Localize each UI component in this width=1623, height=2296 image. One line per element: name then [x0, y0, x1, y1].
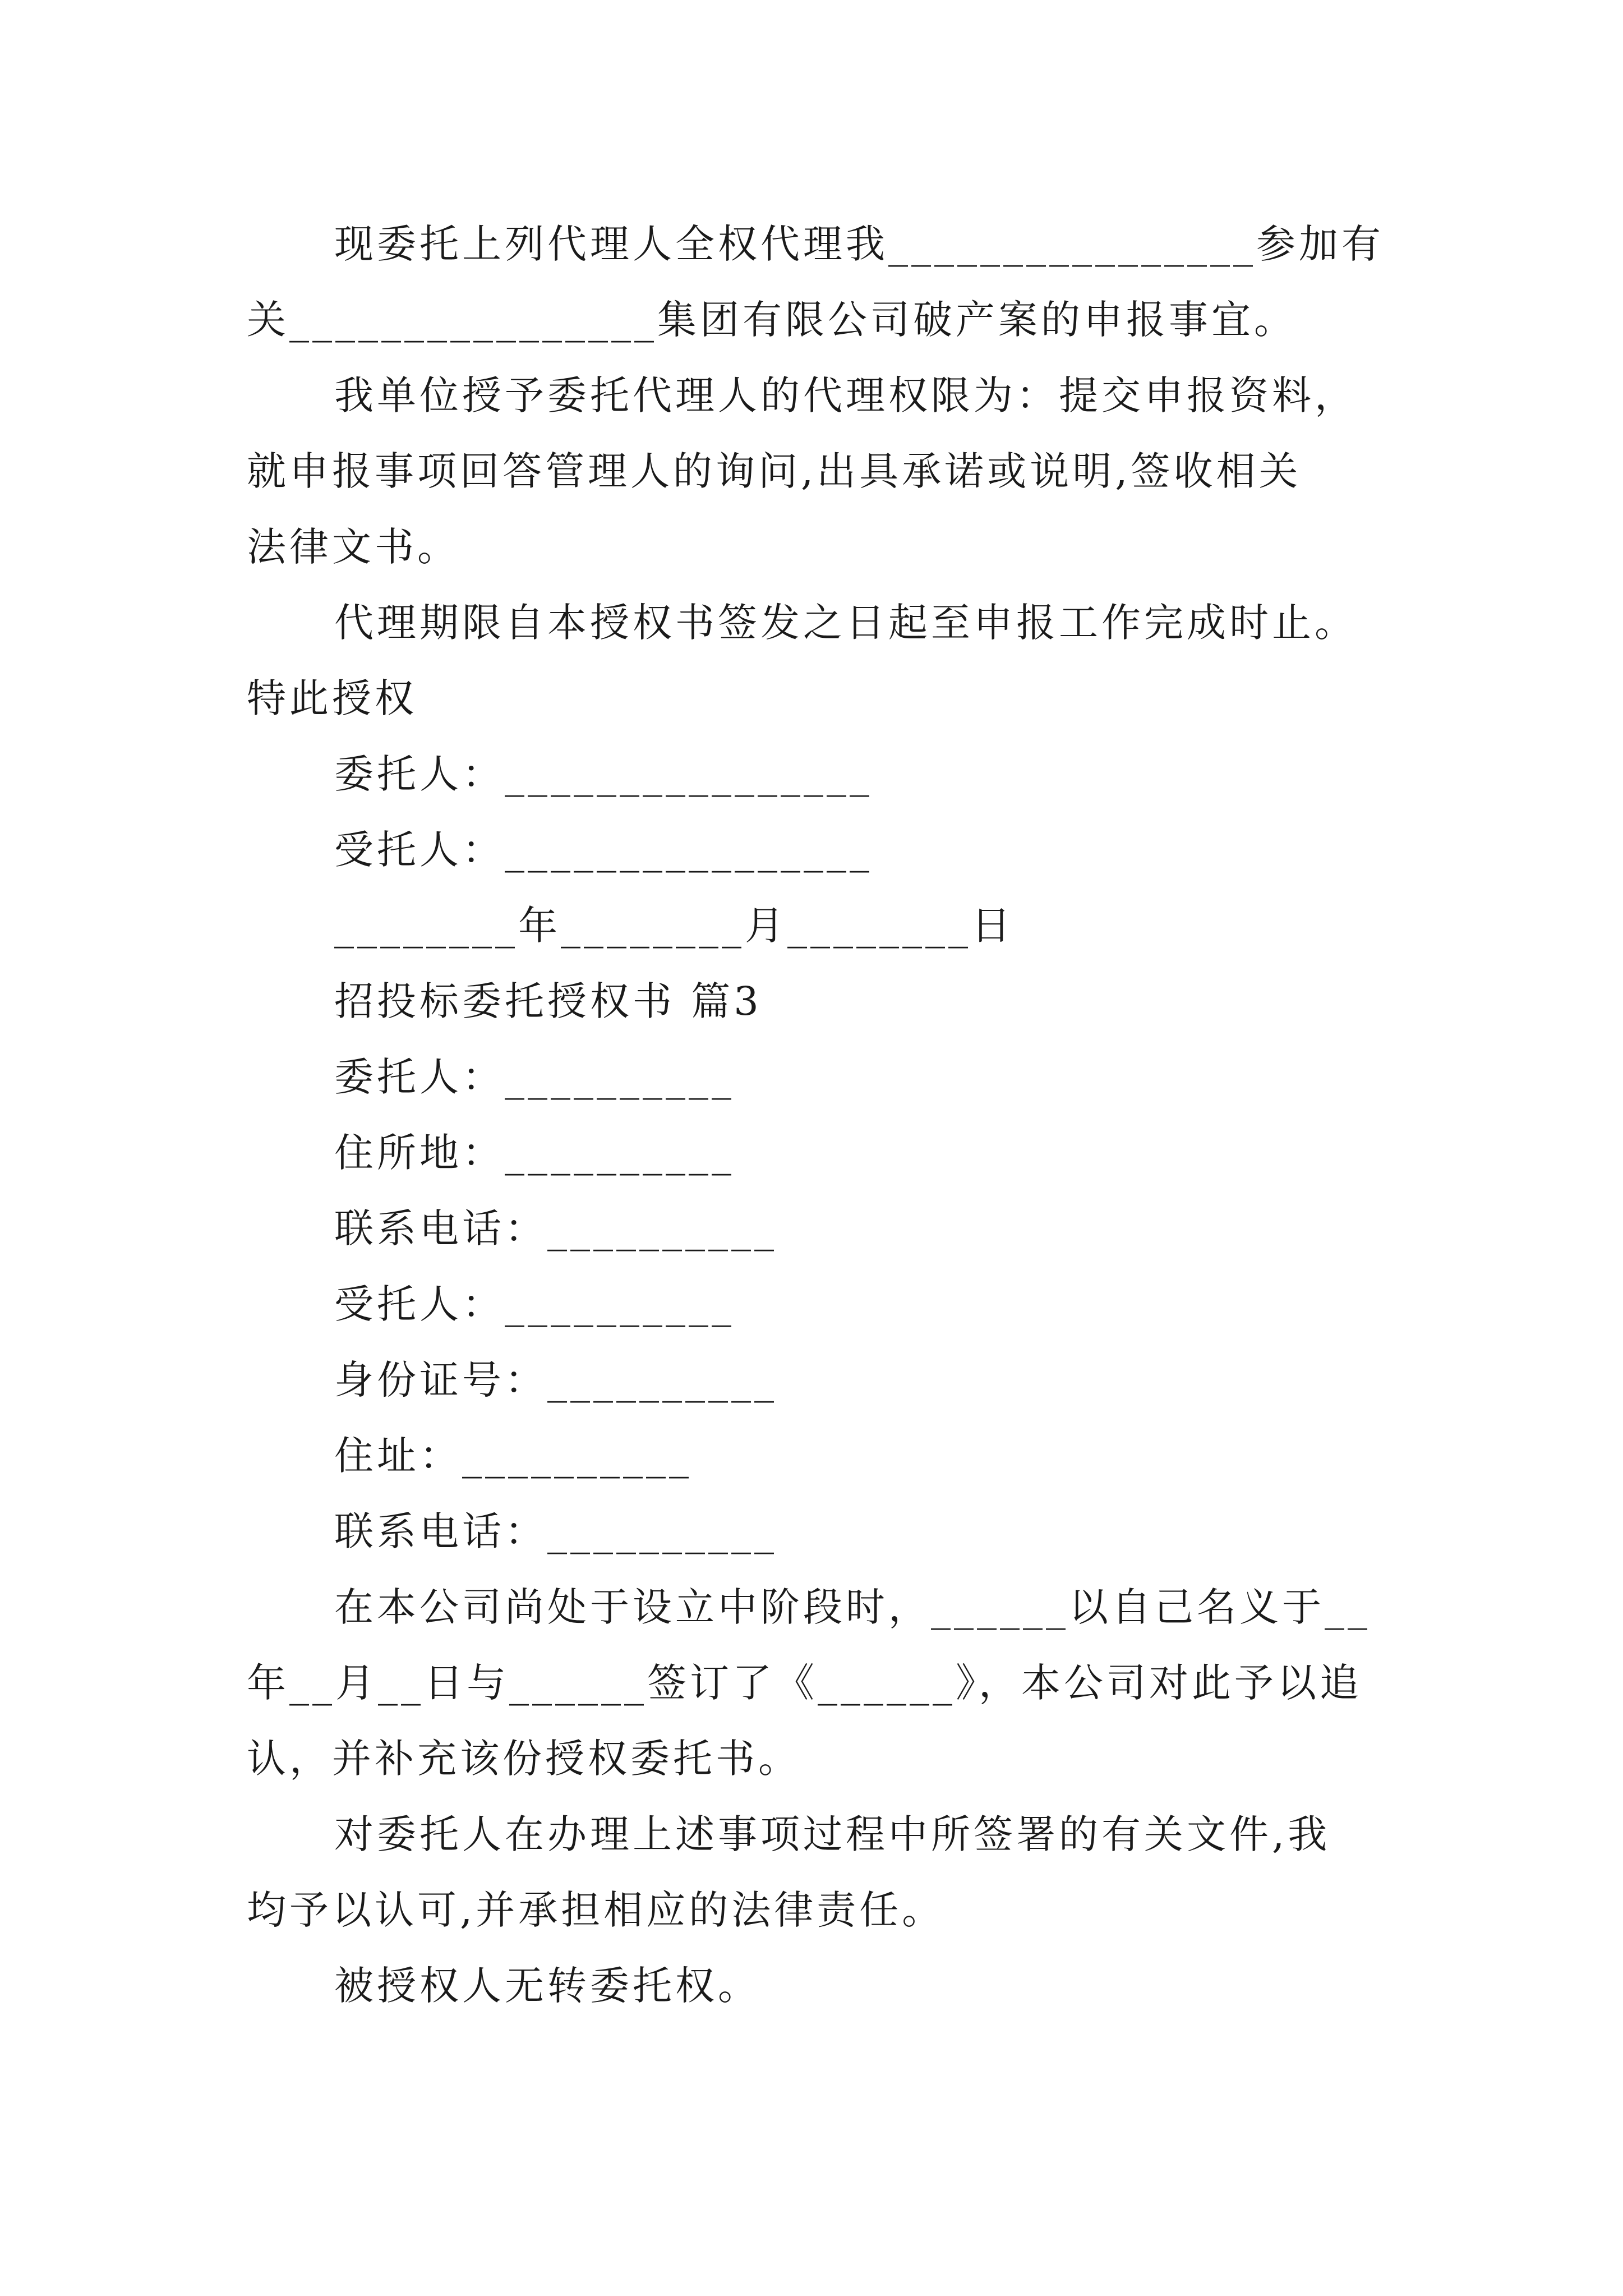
paragraph-line: 对委托人在办理上述事项过程中所签署的有关文件,我 — [334, 1811, 1331, 1857]
paragraph-line: 受托人：__________ — [334, 1281, 735, 1327]
paragraph-line: 代理期限自本授权书签发之日起至申报工作完成时止。 — [334, 600, 1357, 646]
paragraph-line: 特此授权 — [247, 675, 417, 721]
paragraph-line: 委托人：________________ — [334, 751, 873, 797]
paragraph-line: 年__月__日与______签订了《______》，本公司对此予以追 — [247, 1660, 1362, 1706]
paragraph-line: 我单位授予委托代理人的代理权限为：提交申报资料， — [334, 372, 1357, 418]
paragraph-line: 联系电话：__________ — [334, 1205, 777, 1251]
paragraph-line: 认，并补充该份授权委托书。 — [247, 1736, 801, 1782]
section-title: 招投标委托授权书 篇3 — [334, 978, 762, 1024]
paragraph-line: 在本公司尚处于设立中阶段时，______以自己名义于__ — [334, 1584, 1371, 1630]
paragraph-line: 住所地：__________ — [334, 1130, 735, 1176]
paragraph-line: 住址：__________ — [334, 1433, 692, 1479]
paragraph-line: 均予以认可,并承担相应的法律责任。 — [247, 1887, 945, 1933]
paragraph-line: 身份证号：__________ — [334, 1357, 777, 1403]
paragraph-line: 法律文书。 — [247, 524, 460, 570]
paragraph-line: 现委托上列代理人全权代理我________________参加有 — [334, 221, 1384, 267]
paragraph-line: 委托人：__________ — [334, 1054, 735, 1100]
paragraph-line: 被授权人无转委托权。 — [334, 1963, 760, 2009]
paragraph-line: 受托人：________________ — [334, 827, 873, 873]
paragraph-line: 就申报事项回答管理人的询问,出具承诺或说明,签收相关 — [247, 448, 1302, 494]
paragraph-line: 关________________集团有限公司破产案的申报事宜。 — [247, 297, 1297, 343]
paragraph-line: ________年________月________日 — [334, 903, 1014, 949]
paragraph-line: 联系电话：__________ — [334, 1508, 777, 1554]
